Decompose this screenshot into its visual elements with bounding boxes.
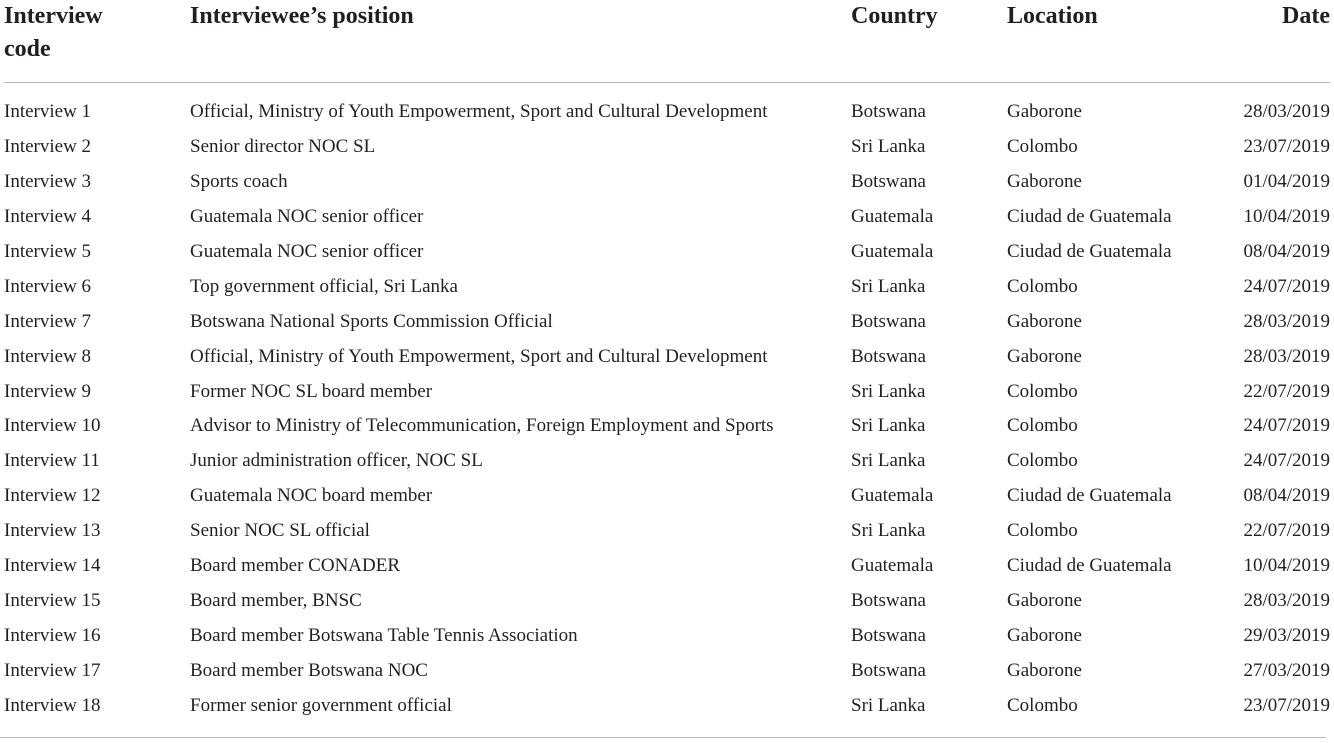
table-row <box>4 549 1330 584</box>
cell-date: 28/03/2019 <box>1243 310 1330 332</box>
cell-date: 24/07/2019 <box>1243 450 1330 472</box>
table-row <box>4 514 1330 549</box>
cell-date: 27/03/2019 <box>1243 660 1330 681</box>
cell-country: Botswana <box>851 590 926 612</box>
table-row <box>4 584 1330 619</box>
cell-interview-code: Interview 14 <box>4 555 101 577</box>
cell-country: Sri Lanka <box>851 380 926 402</box>
table-body <box>4 95 1330 724</box>
cell-location: Colombo <box>1007 415 1078 437</box>
cell-country: Guatemala <box>851 240 934 262</box>
cell-location: Colombo <box>1007 520 1078 542</box>
cell-interview-code: Interview 4 <box>4 205 92 227</box>
cell-interviewee-position: Board member Botswana Table Tennis Association <box>190 625 578 647</box>
cell-location: Ciudad de Guatemala <box>1007 205 1172 227</box>
table-bottom-rule <box>0 737 1326 738</box>
cell-interview-code: Interview 16 <box>4 625 101 647</box>
cell-interviewee-position: Junior administration officer, NOC SL <box>190 450 483 472</box>
cell-date: 28/03/2019 <box>1243 345 1330 367</box>
cell-date: 28/03/2019 <box>1243 101 1330 122</box>
cell-location: Colombo <box>1007 450 1078 472</box>
table-row <box>4 654 1330 689</box>
cell-country: Botswana <box>851 660 926 681</box>
table-row <box>4 235 1330 270</box>
table-row <box>4 340 1330 375</box>
cell-country: Sri Lanka <box>851 275 926 297</box>
cell-interview-code: Interview 1 <box>4 101 92 122</box>
cell-interviewee-position: Senior director NOC SL <box>190 135 376 157</box>
cell-location: Ciudad de Guatemala <box>1007 555 1172 577</box>
cell-interviewee-position: Senior NOC SL official <box>190 520 370 542</box>
cell-location: Gaborone <box>1007 310 1082 332</box>
cell-location: Gaborone <box>1007 345 1082 367</box>
cell-date: 10/04/2019 <box>1243 555 1330 577</box>
cell-interview-code: Interview 17 <box>4 660 101 681</box>
cell-interviewee-position: Former NOC SL board member <box>190 380 433 402</box>
cell-location: Gaborone <box>1007 170 1082 192</box>
table-row <box>4 409 1330 444</box>
cell-interviewee-position: Official, Ministry of Youth Empowerment, Sport and Cultural Development <box>190 101 768 122</box>
header-location: Location <box>1007 3 1098 29</box>
cell-interviewee-position: Guatemala NOC senior officer <box>190 240 424 262</box>
cell-interviewee-position: Advisor to Ministry of Telecommunication, Foreign Employment and Sports <box>190 415 774 437</box>
cell-country: Sri Lanka <box>851 694 926 716</box>
cell-location: Gaborone <box>1007 660 1082 681</box>
cell-date: 24/07/2019 <box>1243 415 1330 437</box>
cell-location: Gaborone <box>1007 101 1082 122</box>
table-row <box>4 200 1330 235</box>
cell-date: 22/07/2019 <box>1243 520 1330 542</box>
table-row <box>4 165 1330 200</box>
cell-country: Sri Lanka <box>851 415 926 437</box>
cell-country: Sri Lanka <box>851 450 926 472</box>
cell-date: 10/04/2019 <box>1243 205 1330 227</box>
cell-date: 01/04/2019 <box>1243 170 1330 192</box>
table-row <box>4 375 1330 410</box>
cell-country: Sri Lanka <box>851 520 926 542</box>
cell-interview-code: Interview 13 <box>4 520 101 542</box>
cell-interviewee-position: Guatemala NOC senior officer <box>190 205 424 227</box>
cell-interviewee-position: Guatemala NOC board member <box>190 485 433 507</box>
table-row <box>4 479 1330 514</box>
cell-interview-code: Interview 12 <box>4 485 101 507</box>
cell-date: 23/07/2019 <box>1243 694 1330 716</box>
header-country: Country <box>851 3 938 29</box>
cell-date: 22/07/2019 <box>1243 380 1330 402</box>
cell-location: Gaborone <box>1007 590 1082 612</box>
header-interviewee-position: Interviewee’s position <box>190 3 414 29</box>
cell-interview-code: Interview 11 <box>4 450 100 472</box>
cell-country: Botswana <box>851 170 926 192</box>
cell-country: Sri Lanka <box>851 135 926 157</box>
cell-interviewee-position: Former senior government official <box>190 694 452 716</box>
cell-interviewee-position: Top government official, Sri Lanka <box>190 275 458 297</box>
cell-country: Guatemala <box>851 205 934 227</box>
table-row <box>4 130 1330 165</box>
cell-country: Botswana <box>851 625 926 647</box>
table-row <box>4 305 1330 340</box>
table-row <box>4 444 1330 479</box>
cell-location: Colombo <box>1007 380 1078 402</box>
cell-country: Guatemala <box>851 555 934 577</box>
cell-interviewee-position: Board member Botswana NOC <box>190 660 428 681</box>
cell-interview-code: Interview 9 <box>4 380 92 402</box>
cell-interview-code: Interview 18 <box>4 694 101 716</box>
cell-interview-code: Interview 2 <box>4 135 92 157</box>
table-row <box>4 619 1330 654</box>
interview-table <box>4 0 1330 716</box>
cell-interviewee-position: Sports coach <box>190 170 288 192</box>
cell-interview-code: Interview 6 <box>4 275 92 297</box>
cell-interview-code: Interview 5 <box>4 240 92 262</box>
table-row <box>4 95 1330 130</box>
cell-location: Colombo <box>1007 694 1078 716</box>
cell-country: Botswana <box>851 101 926 122</box>
cell-interview-code: Interview 10 <box>4 415 101 437</box>
cell-interviewee-position: Board member, BNSC <box>190 590 362 612</box>
cell-interviewee-position: Board member CONADER <box>190 555 401 577</box>
cell-country: Botswana <box>851 310 926 332</box>
cell-date: 08/04/2019 <box>1243 485 1330 507</box>
cell-location: Gaborone <box>1007 625 1082 647</box>
table-row <box>4 270 1330 305</box>
cell-country: Botswana <box>851 345 926 367</box>
cell-interview-code: Interview 8 <box>4 345 92 367</box>
cell-country: Guatemala <box>851 485 934 507</box>
cell-date: 08/04/2019 <box>1243 240 1330 262</box>
header-interview-code: Interview code <box>4 3 103 62</box>
cell-date: 28/03/2019 <box>1243 590 1330 612</box>
cell-date: 24/07/2019 <box>1243 275 1330 297</box>
table-row <box>4 689 1330 724</box>
cell-location: Ciudad de Guatemala <box>1007 485 1172 507</box>
cell-interview-code: Interview 7 <box>4 310 92 332</box>
cell-date: 29/03/2019 <box>1243 625 1330 647</box>
cell-date: 23/07/2019 <box>1243 135 1330 157</box>
cell-location: Colombo <box>1007 275 1078 297</box>
cell-location: Ciudad de Guatemala <box>1007 240 1172 262</box>
cell-interviewee-position: Botswana National Sports Commission Official <box>190 310 553 332</box>
cell-location: Colombo <box>1007 135 1078 157</box>
cell-interview-code: Interview 15 <box>4 590 101 612</box>
table-header-row <box>4 0 1330 83</box>
cell-interview-code: Interview 3 <box>4 170 92 192</box>
header-date: Date <box>1282 3 1330 29</box>
cell-interviewee-position: Official, Ministry of Youth Empowerment, Sport and Cultural Development <box>190 345 768 367</box>
